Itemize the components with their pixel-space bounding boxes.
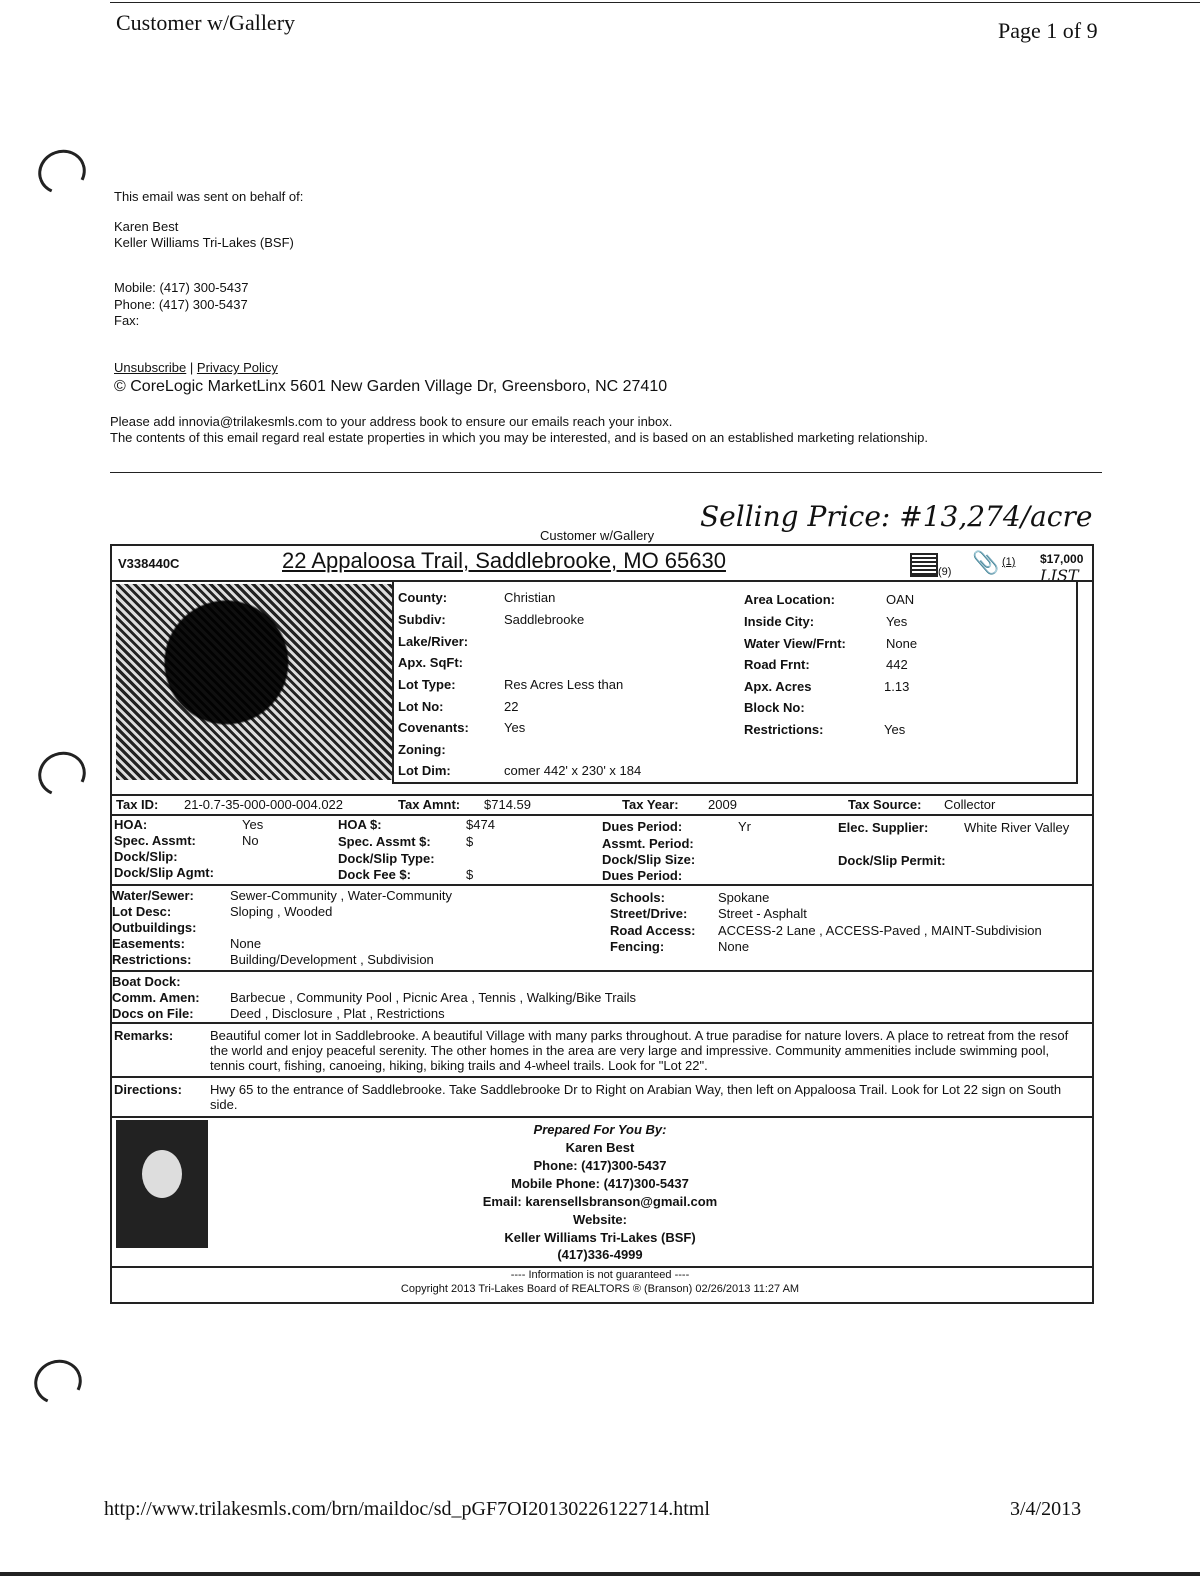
spec-assmt-amount-label: Spec. Assmt $:: [338, 834, 431, 849]
left-field-label: Subdiv:: [398, 612, 446, 627]
lot-desc-value: Sloping , Wooded: [230, 904, 333, 919]
details-right-border: [1076, 582, 1078, 784]
dues-period-value: Yr: [738, 819, 751, 834]
right-field-label: Road Frnt:: [744, 657, 810, 672]
hoa-amount-value: $474: [466, 817, 495, 832]
photo-gallery-icon[interactable]: [910, 553, 938, 577]
tax-source-label: Tax Source:: [848, 797, 922, 812]
tax-amnt-value: $714.59: [484, 797, 531, 812]
left-field-value: Saddlebrooke: [504, 612, 585, 627]
footer-date: 3/4/2013: [1010, 1498, 1082, 1520]
street-drive-value: Street - Asphalt: [718, 906, 807, 921]
left-field-value: Yes: [504, 720, 526, 735]
road-access-value: ACCESS-2 Lane , ACCESS-Paved , MAINT-Subdivision: [718, 923, 1042, 938]
mls-number: V338440C: [118, 556, 180, 571]
handwritten-list: LIST: [1040, 566, 1079, 585]
assmt-period-label: Assmt. Period:: [602, 836, 694, 851]
schools-value: Spokane: [718, 890, 770, 905]
remarks-divider: [110, 1076, 1092, 1078]
elec-supplier-label: Elec. Supplier:: [838, 820, 929, 835]
unsubscribe-link[interactable]: Unsubscribe: [114, 360, 187, 375]
left-field-value: comer 442' x 230' x 184: [504, 763, 642, 778]
docs-on-file-value: Deed , Disclosure , Plat , Restrictions: [230, 1006, 445, 1021]
listing-copyright: Copyright 2013 Tri-Lakes Board of REALTORS ® (Branson) 02/26/2013 11:27 AM: [400, 1283, 800, 1295]
right-field-value: Yes: [886, 614, 908, 629]
prepared-phone: Phone: (417)300-5437: [533, 1158, 667, 1173]
links-separator: |: [189, 360, 194, 375]
photo-count: (9): [938, 566, 952, 578]
prepared-divider: [110, 1266, 1092, 1268]
prepared-mobile: Mobile Phone: (417)300-5437: [511, 1176, 689, 1191]
right-field-label: Apx. Acres: [744, 679, 812, 694]
right-field-value: 1.13: [884, 679, 910, 694]
fencing-label: Fencing:: [610, 939, 665, 954]
tax-amnt-label: Tax Amnt:: [398, 797, 461, 812]
left-field-label: Lot Dim:: [398, 763, 451, 778]
privacy-policy-link[interactable]: Privacy Policy: [196, 360, 278, 375]
easements-value: None: [230, 936, 262, 951]
attachment-icon[interactable]: 📎: [972, 550, 1000, 575]
dues-period-2-label: Dues Period:: [602, 868, 683, 883]
handwritten-selling-price: Selling Price: #13,274/acre: [700, 500, 1093, 533]
restrictions-label: Restrictions:: [112, 952, 192, 967]
street-drive-label: Street/Drive:: [610, 906, 688, 921]
spec-assmt-value: No: [242, 833, 259, 848]
property-photo[interactable]: [116, 584, 392, 780]
footer-url[interactable]: http://www.trilakesmls.com/brn/maildoc/sd_pGF7OI20130226122714.html: [104, 1498, 710, 1520]
notice-marketing: The contents of this email regard real estate properties in which you may be interested, and is based on an established marketing relationship.: [110, 430, 929, 445]
comm-amen-value: Barbecue , Community Pool , Picnic Area , Tennis , Walking/Bike Trails: [230, 990, 637, 1005]
outbuildings-label: Outbuildings:: [112, 920, 197, 935]
photo-bottom-divider: [110, 794, 1092, 796]
hoa-value: Yes: [242, 817, 264, 832]
directions-label: Directions:: [114, 1082, 182, 1097]
dock-slip-agmt-label: Dock/Slip Agmt:: [114, 865, 214, 880]
top-scan-line: [110, 2, 1200, 3]
dues-period-label: Dues Period:: [602, 819, 683, 834]
left-field-value: 22: [504, 699, 519, 714]
utilities-divider: [110, 970, 1092, 972]
binder-hole-top: [32, 143, 92, 201]
prepared-email[interactable]: Email: karensellsbranson@gmail.com: [482, 1194, 718, 1209]
hoa-block-divider: [110, 884, 1092, 886]
dock-slip-label: Dock/Slip:: [114, 849, 178, 864]
dock-fee-value: $: [466, 867, 474, 882]
sender-mobile: Mobile: (417) 300-5437: [114, 280, 249, 295]
amenities-divider: [110, 1022, 1092, 1024]
water-sewer-value: Sewer-Community , Water-Community: [230, 888, 453, 903]
left-field-value: Res Acres Less than: [504, 677, 624, 692]
page-number: Page 1 of 9: [998, 18, 1098, 43]
links-row: [114, 360, 278, 376]
dock-fee-label: Dock Fee $:: [338, 867, 411, 882]
listing-small-title: Customer w/Gallery: [540, 528, 655, 543]
right-field-label: Inside City:: [744, 614, 815, 629]
prepared-company: Keller Williams Tri-Lakes (BSF): [504, 1230, 696, 1245]
details-left-border: [392, 582, 394, 782]
tax-year-value: 2009: [708, 797, 737, 812]
lot-desc-label: Lot Desc:: [112, 904, 172, 919]
water-sewer-label: Water/Sewer:: [112, 888, 194, 903]
corelogic-copyright: © CoreLogic MarketLinx 5601 New Garden Village Dr, Greensboro, NC 27410: [114, 378, 668, 395]
notice-address-book: Please add innovia@trilakesmls.com to your address book to ensure our emails reach your inbox.: [110, 414, 673, 429]
left-field-label: Lot No:: [398, 699, 444, 714]
spec-assmt-amount-value: $: [466, 834, 474, 849]
directions-text: Hwy 65 to the entrance of Saddlebrooke. Take Saddlebrooke Dr to Right on Arabian Way, then left on Appaloosa Trail. Look for Lot 22 sign on South side.: [210, 1082, 1062, 1112]
right-field-value: Yes: [884, 722, 906, 737]
boat-dock-label: Boat Dock:: [112, 974, 181, 989]
tax-id-value: 21-0.7-35-000-000-004.022: [184, 797, 344, 812]
right-field-label: Water View/Frnt:: [744, 636, 846, 651]
elec-supplier-value: White River Valley: [964, 820, 1070, 835]
hoa-amount-label: HOA $:: [338, 817, 382, 832]
docs-on-file-label: Docs on File:: [112, 1006, 194, 1021]
left-field-value: Christian: [504, 590, 556, 605]
right-field-value: 442: [886, 657, 908, 672]
sender-company: Keller Williams Tri-Lakes (BSF): [114, 235, 294, 250]
schools-label: Schools:: [610, 890, 665, 905]
remarks-label: Remarks:: [114, 1028, 174, 1043]
remarks-text: Beautiful comer lot in Saddlebrooke. A beautiful Village with many parks throughout. A true paradise for nature lovers. A place to retreat from the resof the world and enjoy peaceful serenity. The other homes in the area are very large and impressive. Community ammenities include swimming pool, tennis court, fishing, canoeing, hiking, biking trails and 4-wheel trails. Look for "Lot 22".: [210, 1028, 1069, 1073]
spec-assmt-label: Spec. Assmt:: [114, 833, 196, 848]
easements-label: Easements:: [112, 936, 185, 951]
left-field-label: Lake/River:: [398, 634, 469, 649]
sender-intro: This email was sent on behalf of:: [114, 189, 304, 204]
tax-year-label: Tax Year:: [622, 797, 679, 812]
prepared-website: Website:: [573, 1212, 627, 1227]
bottom-scan-line: [0, 1572, 1200, 1576]
left-field-label: Covenants:: [398, 720, 469, 735]
title-row-divider: [110, 580, 1092, 582]
details-bottom-border: [392, 782, 1078, 784]
separator-line: [110, 472, 1102, 473]
restrictions-value: Building/Development , Subdivision: [230, 952, 434, 967]
dock-slip-permit-label: Dock/Slip Permit:: [838, 853, 946, 868]
page-header-title: Customer w/Gallery: [116, 10, 296, 35]
binder-hole-bottom: [28, 1353, 88, 1411]
tax-id-label: Tax ID:: [116, 797, 159, 812]
binder-hole-middle: [32, 745, 92, 803]
tax-row-divider: [110, 814, 1092, 816]
right-field-value: OAN: [886, 592, 915, 607]
dock-slip-type-label: Dock/Slip Type:: [338, 851, 435, 866]
left-field-label: Apx. SqFt:: [398, 655, 463, 670]
right-field-value: None: [886, 636, 918, 651]
hoa-label: HOA:: [114, 817, 148, 832]
listing-price: $17,000: [1040, 552, 1084, 566]
listing-address[interactable]: 22 Appaloosa Trail, Saddlebrooke, MO 65630: [282, 548, 726, 573]
prepared-title: Prepared For You By:: [533, 1122, 667, 1137]
directions-divider: [110, 1116, 1092, 1118]
prepared-name: Karen Best: [565, 1140, 635, 1155]
left-field-label: County:: [398, 590, 448, 605]
left-field-label: Zoning:: [398, 742, 446, 757]
road-access-label: Road Access:: [610, 923, 696, 938]
sender-name: Karen Best: [114, 219, 179, 234]
attachment-count: (1): [1002, 556, 1016, 568]
sender-fax: Fax:: [114, 313, 140, 328]
disclaimer: ---- Information is not guaranteed ----: [510, 1269, 690, 1281]
tax-source-value: Collector: [944, 797, 996, 812]
right-field-label: Block No:: [744, 700, 805, 715]
right-field-label: Area Location:: [744, 592, 836, 607]
left-field-label: Lot Type:: [398, 677, 456, 692]
dock-slip-size-label: Dock/Slip Size:: [602, 852, 696, 867]
fencing-value: None: [718, 939, 750, 954]
right-field-label: Restrictions:: [744, 722, 824, 737]
comm-amen-label: Comm. Amen:: [112, 990, 200, 1005]
prepared-office-phone: (417)336-4999: [557, 1247, 643, 1262]
sender-phone: Phone: (417) 300-5437: [114, 297, 248, 312]
